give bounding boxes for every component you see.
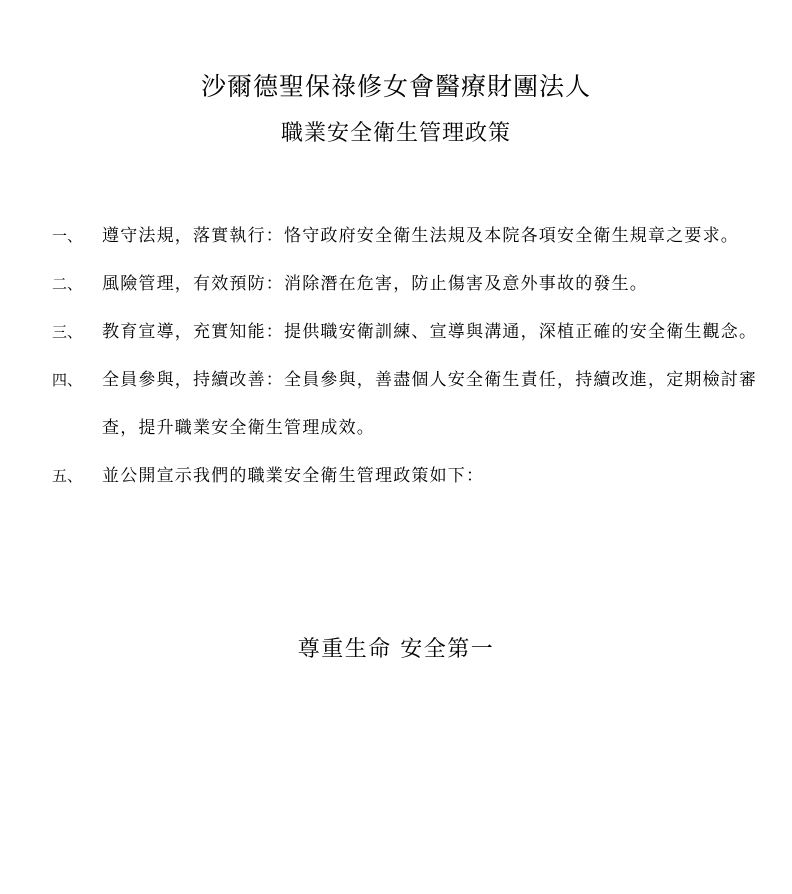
policy-slogan: 尊重生命 安全第一: [297, 637, 495, 662]
organization-name: 沙爾德聖保祿修女會醫療財團法人: [200, 72, 591, 101]
policy-item-number: 二、: [52, 275, 83, 293]
policy-item: [52, 212, 764, 260]
policy-item-text: 遵守法規，落實執行：恪守政府安全衛生法規及本院各項安全衛生規章之要求。: [102, 226, 739, 246]
policy-item-number: 五、: [52, 467, 83, 485]
policy-item: [52, 260, 764, 308]
policy-item: [52, 308, 764, 356]
policy-item-text: 並公開宣示我們的職業安全衛生管理政策如下：: [102, 466, 485, 486]
policy-item-text: 教育宣導，充實知能：提供職安衛訓練、宣導與溝通，深植正確的安全衛生觀念。: [102, 322, 758, 342]
policy-item-text: 全員參與，持續改善：全員參與，善盡個人安全衛生責任，持續改進，定期檢討審查，提升職業安全衛生管理成效。: [102, 370, 758, 438]
policy-title: 職業安全衛生管理政策: [280, 121, 511, 146]
policy-item: [52, 452, 764, 500]
policy-item-number: 四、: [52, 371, 83, 389]
policy-item: [52, 356, 764, 452]
policy-item-list: [52, 212, 764, 500]
policy-item-number: 一、: [52, 227, 83, 245]
policy-item-number: 三、: [52, 323, 83, 341]
policy-item-text: 風險管理，有效預防：消除潛在危害，防止傷害及意外事故的發生。: [102, 274, 648, 294]
